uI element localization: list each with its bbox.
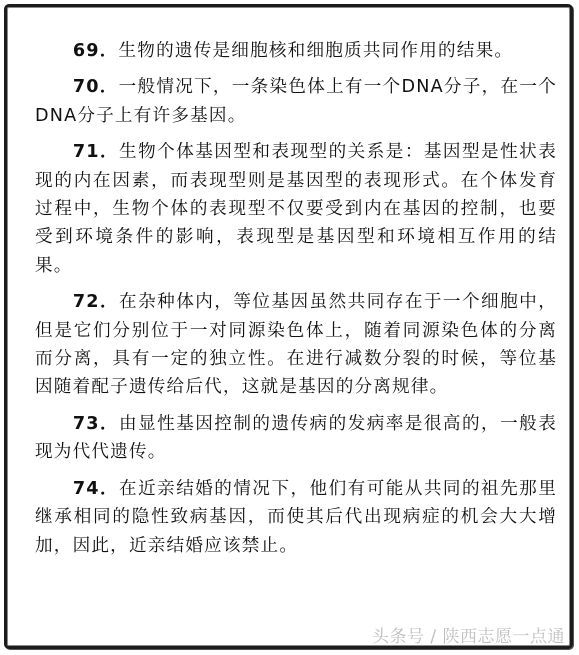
document-frame <box>4 4 573 649</box>
item-number: 71． <box>72 142 120 163</box>
item-text: 在近亲结婚的情况下，他们有可能从共同的祖先那里继承相同的隐性致病基因，而使其后代出现病症的机会大大增加，因此，近亲结婚应该禁止。 <box>35 478 557 556</box>
paragraph-70 <box>35 73 557 130</box>
item-text: 在杂种体内，等位基因虽然共同存在于一个细胞中，但是它们分别位于一对同源染色体上，随着同源染色体的分离而分离，具有一定的独立性。在进行减数分裂的时候，等位基因随着配子遗传给后代，这就是基因的分离规律。 <box>35 292 557 398</box>
item-text: 由显性基因控制的遗传病的发病率是很高的，一般表现为代代遗传。 <box>35 413 557 463</box>
item-number: 70． <box>72 77 119 98</box>
item-text: 生物的遗传是细胞核和细胞质共同作用的结果。 <box>118 41 514 61</box>
paragraph-74 <box>35 475 557 560</box>
item-number: 72． <box>72 292 120 313</box>
item-text: 一般情况下，一条染色体上有一个DNA分子，在一个DNA分子上有许多基因。 <box>35 77 557 126</box>
document-content <box>35 37 557 568</box>
item-number: 74． <box>72 478 120 499</box>
paragraph-69 <box>35 37 557 65</box>
watermark: 头条号 / 陕西志愿一点通 <box>371 627 565 647</box>
paragraph-72 <box>35 288 557 402</box>
item-number: 69． <box>72 41 119 61</box>
item-number: 73． <box>72 413 120 434</box>
paragraph-73 <box>35 410 557 467</box>
paragraph-71 <box>35 138 557 280</box>
item-text: 生物个体基因型和表现型的关系是：基因型是性状表现的内在因素，而表现型则是基因型的表现形式。在个体发育过程中，生物个体的表现型不仅要受到内在基因的控制，也要受到环境条件的影响，表现型是基因型和环境相互作用的结果。 <box>35 142 557 276</box>
